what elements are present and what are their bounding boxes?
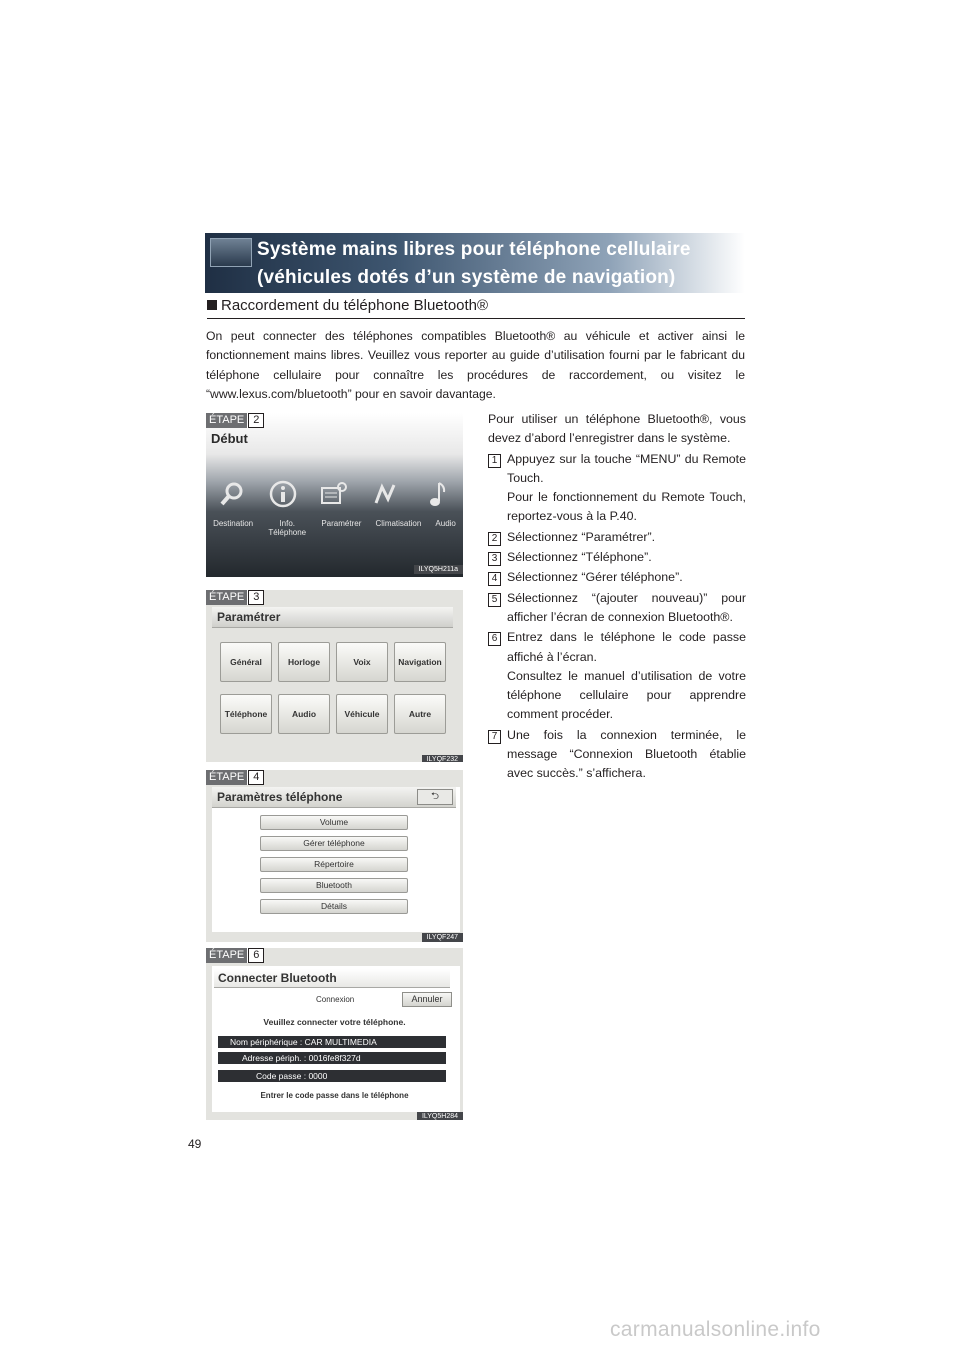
screen-step-2 (206, 413, 463, 577)
climate-icon (371, 479, 401, 509)
device-name-bar: Nom périphérique : CAR MULTIMEDIA (218, 1036, 446, 1048)
bluetooth-button[interactable]: Bluetooth (260, 878, 408, 893)
menu-label: Audio (435, 519, 456, 528)
instruction-step (488, 548, 746, 567)
title-line-2: (véhicules dotés d’un système de navigation) (257, 267, 676, 288)
phone-settings-list (260, 815, 408, 914)
screen-step-6 (206, 948, 463, 1120)
instruction-step (488, 528, 746, 547)
volume-button[interactable]: Volume (260, 815, 408, 830)
page-number: 49 (188, 1137, 202, 1151)
instruction-step (488, 568, 746, 587)
menu-label: Info. Téléphone (268, 519, 307, 537)
section-divider (207, 318, 745, 319)
phone-button[interactable]: Téléphone (220, 694, 272, 734)
details-button[interactable]: Détails (260, 899, 408, 914)
step-badge-number: 2 (248, 413, 264, 428)
screen-step-3 (206, 590, 463, 762)
figure-code: ILYQ5H284 (417, 1112, 463, 1120)
menu-label-row (206, 519, 463, 537)
step-badge-number: 3 (248, 590, 264, 605)
instruction-step (488, 726, 746, 784)
passcode-instruction: Entrer le code passe dans le téléphone (260, 1091, 409, 1100)
step-number-box: 5 (488, 593, 501, 607)
figure-code: ILYQ5H211a (414, 565, 463, 574)
step-note: Pour le fonctionnement du Remote Touch, reportez-vous à la P.40. (507, 490, 746, 524)
step-note: Consultez le manuel d’utilisation de votre téléphone cellulaire pour apprendre comment procéder. (507, 668, 746, 722)
instruction-step (488, 589, 746, 628)
connection-label: Connexion (316, 995, 355, 1004)
page-title (257, 236, 747, 292)
info-icon (268, 479, 298, 509)
phonebook-button[interactable]: Répertoire (260, 857, 408, 872)
audio-icon (422, 479, 452, 509)
step-badge-6 (206, 948, 264, 963)
banner-thumbnail (210, 238, 252, 267)
vehicle-button[interactable]: Véhicule (336, 694, 388, 734)
screen-header (212, 607, 453, 628)
screen-step-4 (206, 770, 463, 942)
screen-title: Connecter Bluetooth (218, 971, 337, 985)
menu-icon-row (206, 479, 463, 509)
step-number-box: 3 (488, 552, 501, 566)
screen-title: Paramétrer (217, 610, 281, 624)
step-number-box: 6 (488, 632, 501, 646)
step-badge-4 (206, 770, 264, 785)
step-badge-2 (206, 413, 264, 428)
step-text: Sélectionnez “Gérer téléphone”. (507, 570, 683, 585)
settings-icon (319, 479, 349, 509)
screen-header (214, 969, 450, 988)
step-text: Sélectionnez “(ajouter nouveau)” pour afficher l’écran de connexion Bluetooth®. (507, 590, 746, 624)
intro-paragraph: On peut connecter des téléphones compatibles Bluetooth® au véhicule et activer ainsi le fonctionnement mains libres. Veuillez vous reporter au guide d’utilisation fourni par le fabricant du téléphone cellulaire pour connaître les procédures de raccordement, ou visitez le “www.lexus.com/bluetooth” pour en savoir davantage. (206, 329, 745, 401)
step-badge-label: ÉTAPE (206, 590, 247, 605)
instruction-step (488, 628, 746, 724)
screen-title: Paramètres téléphone (217, 790, 343, 804)
menu-label: Climatisation (375, 519, 422, 528)
connect-message: Veuillez connecter votre téléphone. (263, 1017, 406, 1027)
instructions-lead: Pour utiliser un téléphone Bluetooth®, vous devez d’abord l’enregistrer dans le système. (488, 412, 746, 446)
navigation-button[interactable]: Navigation (394, 642, 446, 682)
title-line-1: Système mains libres pour téléphone cellulaire (257, 239, 691, 260)
step-badge-3 (206, 590, 264, 605)
screen-header (212, 787, 456, 808)
watermark: carmanualsonline.info (610, 1318, 821, 1341)
step-text: Appuyez sur la touche “MENU” du Remote Touch. (507, 451, 746, 485)
step-badge-number: 6 (248, 948, 264, 963)
step-number-box: 2 (488, 532, 501, 546)
figure-code: ILYQF247 (422, 933, 463, 942)
step-badge-number: 4 (248, 770, 264, 785)
step-badge-label: ÉTAPE (206, 948, 247, 963)
back-button[interactable]: ⮌ (417, 789, 453, 805)
section-heading (207, 296, 747, 316)
general-button[interactable]: Général (220, 642, 272, 682)
other-button[interactable]: Autre (394, 694, 446, 734)
step-text: Sélectionnez “Téléphone”. (507, 550, 652, 565)
device-address-bar: Adresse périph. : 0016fe8f327d (218, 1052, 446, 1064)
figure-code: ILYQF232 (422, 755, 463, 762)
cancel-button[interactable]: Annuler (402, 992, 452, 1007)
step-badge-label: ÉTAPE (206, 413, 247, 428)
step-badge-label: ÉTAPE (206, 770, 247, 785)
square-bullet-icon (207, 300, 217, 310)
voice-button[interactable]: Voix (336, 642, 388, 682)
instructions-column (488, 410, 746, 784)
step-number-box: 4 (488, 572, 501, 586)
step-number-box: 1 (488, 454, 501, 468)
menu-label: Paramétrer (321, 519, 362, 528)
audio-button[interactable]: Audio (278, 694, 330, 734)
settings-button-grid (220, 642, 448, 734)
manage-phone-button[interactable]: Gérer téléphone (260, 836, 408, 851)
step-text: Sélectionnez “Paramétrer”. (507, 529, 656, 544)
instruction-step (488, 450, 746, 527)
step-text: Une fois la connexion terminée, le message “Connexion Bluetooth établie avec succès.” s’affichera. (507, 727, 746, 781)
step-number-box: 7 (488, 730, 501, 744)
menu-label: Destination (213, 519, 254, 528)
screen-title: Début (211, 431, 248, 446)
step-text: Entrez dans le téléphone le code passe affiché à l’écran. (507, 630, 746, 664)
clock-button[interactable]: Horloge (278, 642, 330, 682)
section-heading-text: Raccordement du téléphone Bluetooth® (221, 297, 489, 314)
passcode-bar: Code passe : 0000 (218, 1070, 446, 1082)
destination-icon (217, 479, 247, 509)
